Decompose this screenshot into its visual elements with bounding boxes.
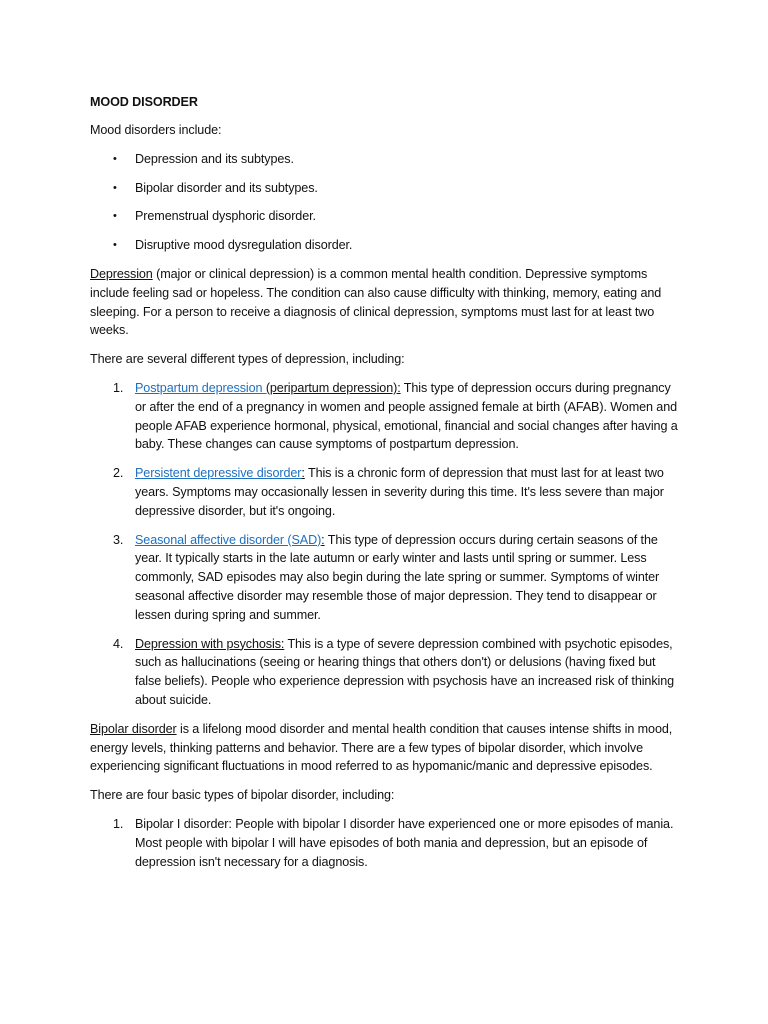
depression-with-psychosis-term: Depression with psychosis: xyxy=(135,636,285,651)
list-item: 3. Seasonal affective disorder (SAD): This type of depression occurs during certain seasons of the year. It typically starts in the late autumn or early winter and lasts until spring or summer. Less commonly, SAD episodes may also begin during the late spring or summer. Symptoms of winter seasonal affective disorder may resemble those of major depression. They tend to disappear or lessen during spring and summer. xyxy=(113,532,660,622)
document-title: MOOD DISORDER xyxy=(90,95,198,109)
list-item: 4. Depression with psychosis: This is a type of severe depression combined with psychotic episodes, such as hallucinations (seeing or hearing things that others don't) or delusions (having fixed but false beliefs). People who experience depression with psychosis have an increased risk of thinking about suicide. xyxy=(113,636,675,707)
bullet-icon: • xyxy=(113,210,117,223)
bullet-icon: • xyxy=(113,152,117,165)
bipolar-term: Bipolar disorder xyxy=(90,721,177,736)
intro-text: Mood disorders include: xyxy=(90,123,222,137)
list-item: • Disruptive mood dysregulation disorder. xyxy=(90,236,680,255)
bullet-icon: • xyxy=(113,181,117,194)
depression-paragraph: Depression (major or clinical depression) is a common mental health condition. Depressive symptoms include feeling sad or hopeless. The condition can also cause difficulty with thinking, memory, eating and sleeping. For a person to receive a diagnosis of clinical depression, symptoms must last for at least two weeks. xyxy=(90,266,662,338)
list-item: • Premenstrual dysphoric disorder. xyxy=(90,207,680,226)
bipolar-types-intro: There are four basic types of bipolar disorder, including: xyxy=(90,788,395,803)
depression-types-intro: There are several different types of depression, including: xyxy=(90,352,405,367)
list-item: 2. Persistent depressive disorder: This is a chronic form of depression that must last for at least two years. Symptoms may occasionally lessen in severity during this time. It's less severe than major depressive disorder, but it's ongoing. xyxy=(113,466,664,518)
document-body xyxy=(90,93,680,881)
bipolar-paragraph: Bipolar disorder is a lifelong mood disorder and mental health condition that causes intense shifts in mood, energy levels, thinking patterns and behavior. There are a few types of bipolar disorder, which involve experiencing significant fluctuations in mood referred to as hypomanic/manic and depressive episodes. xyxy=(90,721,673,774)
depression-types-list xyxy=(90,379,680,710)
list-item: 1. Postpartum depression (peripartum depression): This type of depression occurs during pregnancy or after the end of a pregnancy in women and people assigned female at birth (AFAB). Women and people AFAB experience hormonal, physical, emotional, financial and social changes after having a baby. These changes can cause symptoms of postpartum depression. xyxy=(113,380,678,452)
list-item: 1. Bipolar I disorder: People with bipolar I disorder have experienced one or more episodes of mania. Most people with bipolar I will have episodes of both mania and depression, but an episode of depression isn't necessary for a diagnosis. xyxy=(113,816,674,869)
bullet-icon: • xyxy=(113,239,117,252)
depression-term: Depression xyxy=(90,266,153,281)
persistent-depressive-disorder-link[interactable]: Persistent depressive disorder xyxy=(135,466,302,481)
list-item: • Bipolar disorder and its subtypes. xyxy=(90,179,680,198)
mood-disorder-list xyxy=(90,150,680,255)
seasonal-affective-disorder-link[interactable]: Seasonal affective disorder (SAD) xyxy=(135,532,322,547)
list-item: • Depression and its subtypes. xyxy=(90,150,680,169)
bipolar-types-list xyxy=(90,815,680,871)
postpartum-depression-link[interactable]: Postpartum depression xyxy=(135,380,266,395)
